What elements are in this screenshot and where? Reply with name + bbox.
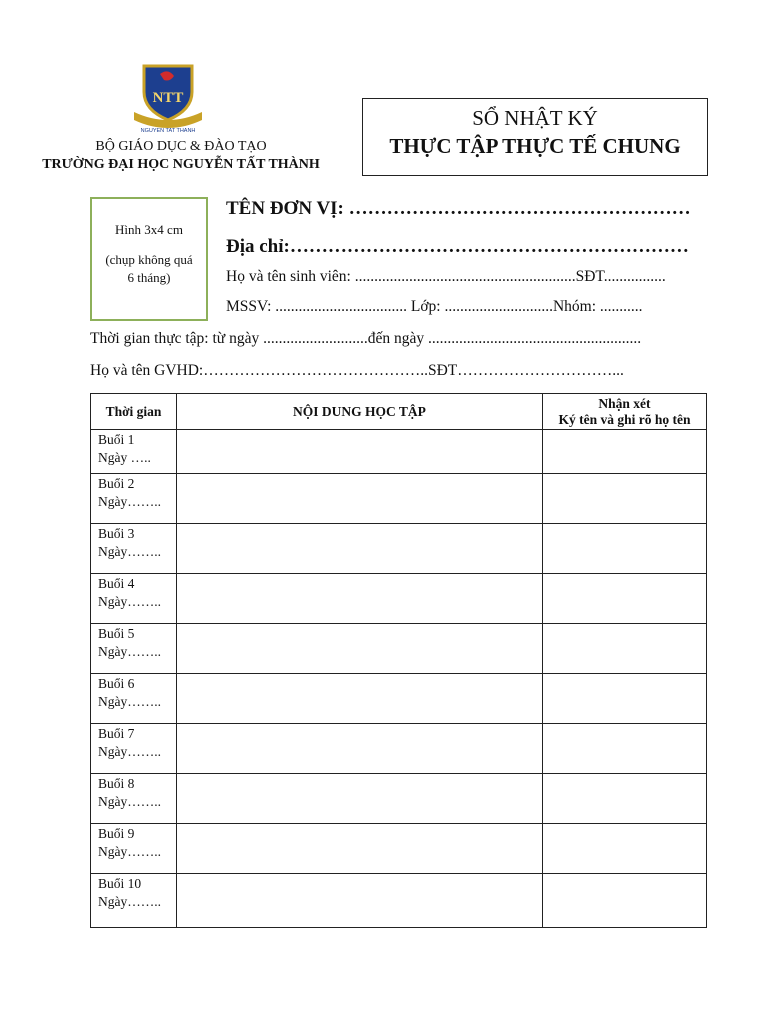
session-date: Ngày…….. bbox=[98, 844, 161, 859]
session-date: Ngày…….. bbox=[98, 494, 161, 509]
university-logo bbox=[130, 62, 206, 134]
internship-period-field: Thời gian thực tập: từ ngày ...........................đến ngày ....................................................... bbox=[90, 330, 642, 347]
table-row bbox=[91, 430, 707, 474]
advisor-field: Họ và tên GVHD:……………………………………..SĐT…………………………... bbox=[90, 362, 624, 379]
comment-cell[interactable] bbox=[543, 874, 707, 928]
comment-cell[interactable] bbox=[543, 724, 707, 774]
content-cell[interactable] bbox=[177, 574, 543, 624]
session-cell bbox=[91, 474, 177, 524]
session-label: Buổi 6 bbox=[98, 676, 135, 691]
address-field: Địa chỉ:……………………………………………………… bbox=[226, 236, 689, 257]
content-cell[interactable] bbox=[177, 824, 543, 874]
session-cell bbox=[91, 874, 177, 928]
table-row bbox=[91, 724, 707, 774]
ministry-name: BỘ GIÁO DỤC & ĐÀO TẠO bbox=[95, 139, 267, 154]
session-date: Ngày…….. bbox=[98, 694, 161, 709]
session-cell bbox=[91, 674, 177, 724]
comment-cell[interactable] bbox=[543, 774, 707, 824]
content-cell[interactable] bbox=[177, 430, 543, 474]
content-cell[interactable] bbox=[177, 674, 543, 724]
header-comment-line-1: Nhận xét bbox=[598, 395, 651, 411]
logo-caption: NGUYEN TAT THANH bbox=[140, 128, 196, 134]
session-date: Ngày ….. bbox=[98, 450, 151, 465]
photo-size-label: Hình 3x4 cm bbox=[115, 222, 183, 237]
table-row bbox=[91, 624, 707, 674]
comment-cell[interactable] bbox=[543, 674, 707, 724]
header-comment bbox=[543, 394, 707, 430]
session-date: Ngày…….. bbox=[98, 594, 161, 609]
unit-name-field: TÊN ĐƠN VỊ: ……………………………………………… bbox=[226, 198, 691, 219]
session-date: Ngày…….. bbox=[98, 794, 161, 809]
session-cell bbox=[91, 724, 177, 774]
comment-cell[interactable] bbox=[543, 824, 707, 874]
session-date: Ngày…….. bbox=[98, 644, 161, 659]
content-cell[interactable] bbox=[177, 874, 543, 928]
session-log-table bbox=[90, 393, 707, 928]
session-date: Ngày…….. bbox=[98, 544, 161, 559]
session-label: Buổi 9 bbox=[98, 826, 135, 841]
content-cell[interactable] bbox=[177, 474, 543, 524]
session-cell bbox=[91, 430, 177, 474]
header-time: Thời gian bbox=[91, 394, 177, 430]
student-id-field: MSSV: .................................. Lớp: ............................Nhóm: ........... bbox=[226, 298, 643, 315]
session-cell bbox=[91, 624, 177, 674]
logo-monogram: NTT bbox=[152, 90, 184, 106]
table-row bbox=[91, 574, 707, 624]
session-label: Buổi 4 bbox=[98, 576, 135, 591]
session-label: Buổi 5 bbox=[98, 626, 135, 641]
photo-note: (chụp không quá 6 tháng) bbox=[105, 252, 193, 285]
student-name-field: Họ và tên sinh viên: .........................................................SĐT................ bbox=[226, 268, 666, 285]
title-line-1: SỔ NHẬT KÝ bbox=[472, 106, 598, 130]
table-header-row bbox=[91, 394, 707, 430]
comment-cell[interactable] bbox=[543, 524, 707, 574]
session-cell bbox=[91, 824, 177, 874]
session-cell bbox=[91, 774, 177, 824]
session-label: Buổi 2 bbox=[98, 476, 135, 491]
table-row bbox=[91, 874, 707, 928]
session-label: Buổi 1 bbox=[98, 432, 135, 447]
document-title-box bbox=[362, 98, 708, 176]
table-row bbox=[91, 474, 707, 524]
table-row bbox=[91, 524, 707, 574]
content-cell[interactable] bbox=[177, 774, 543, 824]
session-label: Buổi 3 bbox=[98, 526, 135, 541]
session-label: Buổi 7 bbox=[98, 726, 135, 741]
session-label: Buổi 8 bbox=[98, 776, 135, 791]
table-row bbox=[91, 674, 707, 724]
content-cell[interactable] bbox=[177, 524, 543, 574]
comment-cell[interactable] bbox=[543, 574, 707, 624]
comment-cell[interactable] bbox=[543, 624, 707, 674]
header-content: NỘI DUNG HỌC TẬP bbox=[177, 394, 543, 430]
session-cell bbox=[91, 574, 177, 624]
header-comment-line-2: Ký tên và ghi rõ họ tên bbox=[558, 411, 691, 427]
table-row bbox=[91, 824, 707, 874]
session-label: Buổi 10 bbox=[98, 876, 142, 891]
session-cell bbox=[91, 524, 177, 574]
title-line-2: THỰC TẬP THỰC TẾ CHUNG bbox=[389, 134, 681, 158]
session-date: Ngày…….. bbox=[98, 894, 161, 909]
comment-cell[interactable] bbox=[543, 430, 707, 474]
photo-placeholder bbox=[90, 197, 208, 321]
comment-cell[interactable] bbox=[543, 474, 707, 524]
school-name: TRƯỜNG ĐẠI HỌC NGUYỄN TẤT THÀNH bbox=[42, 157, 320, 172]
table-row bbox=[91, 774, 707, 824]
session-date: Ngày…….. bbox=[98, 744, 161, 759]
content-cell[interactable] bbox=[177, 724, 543, 774]
content-cell[interactable] bbox=[177, 624, 543, 674]
